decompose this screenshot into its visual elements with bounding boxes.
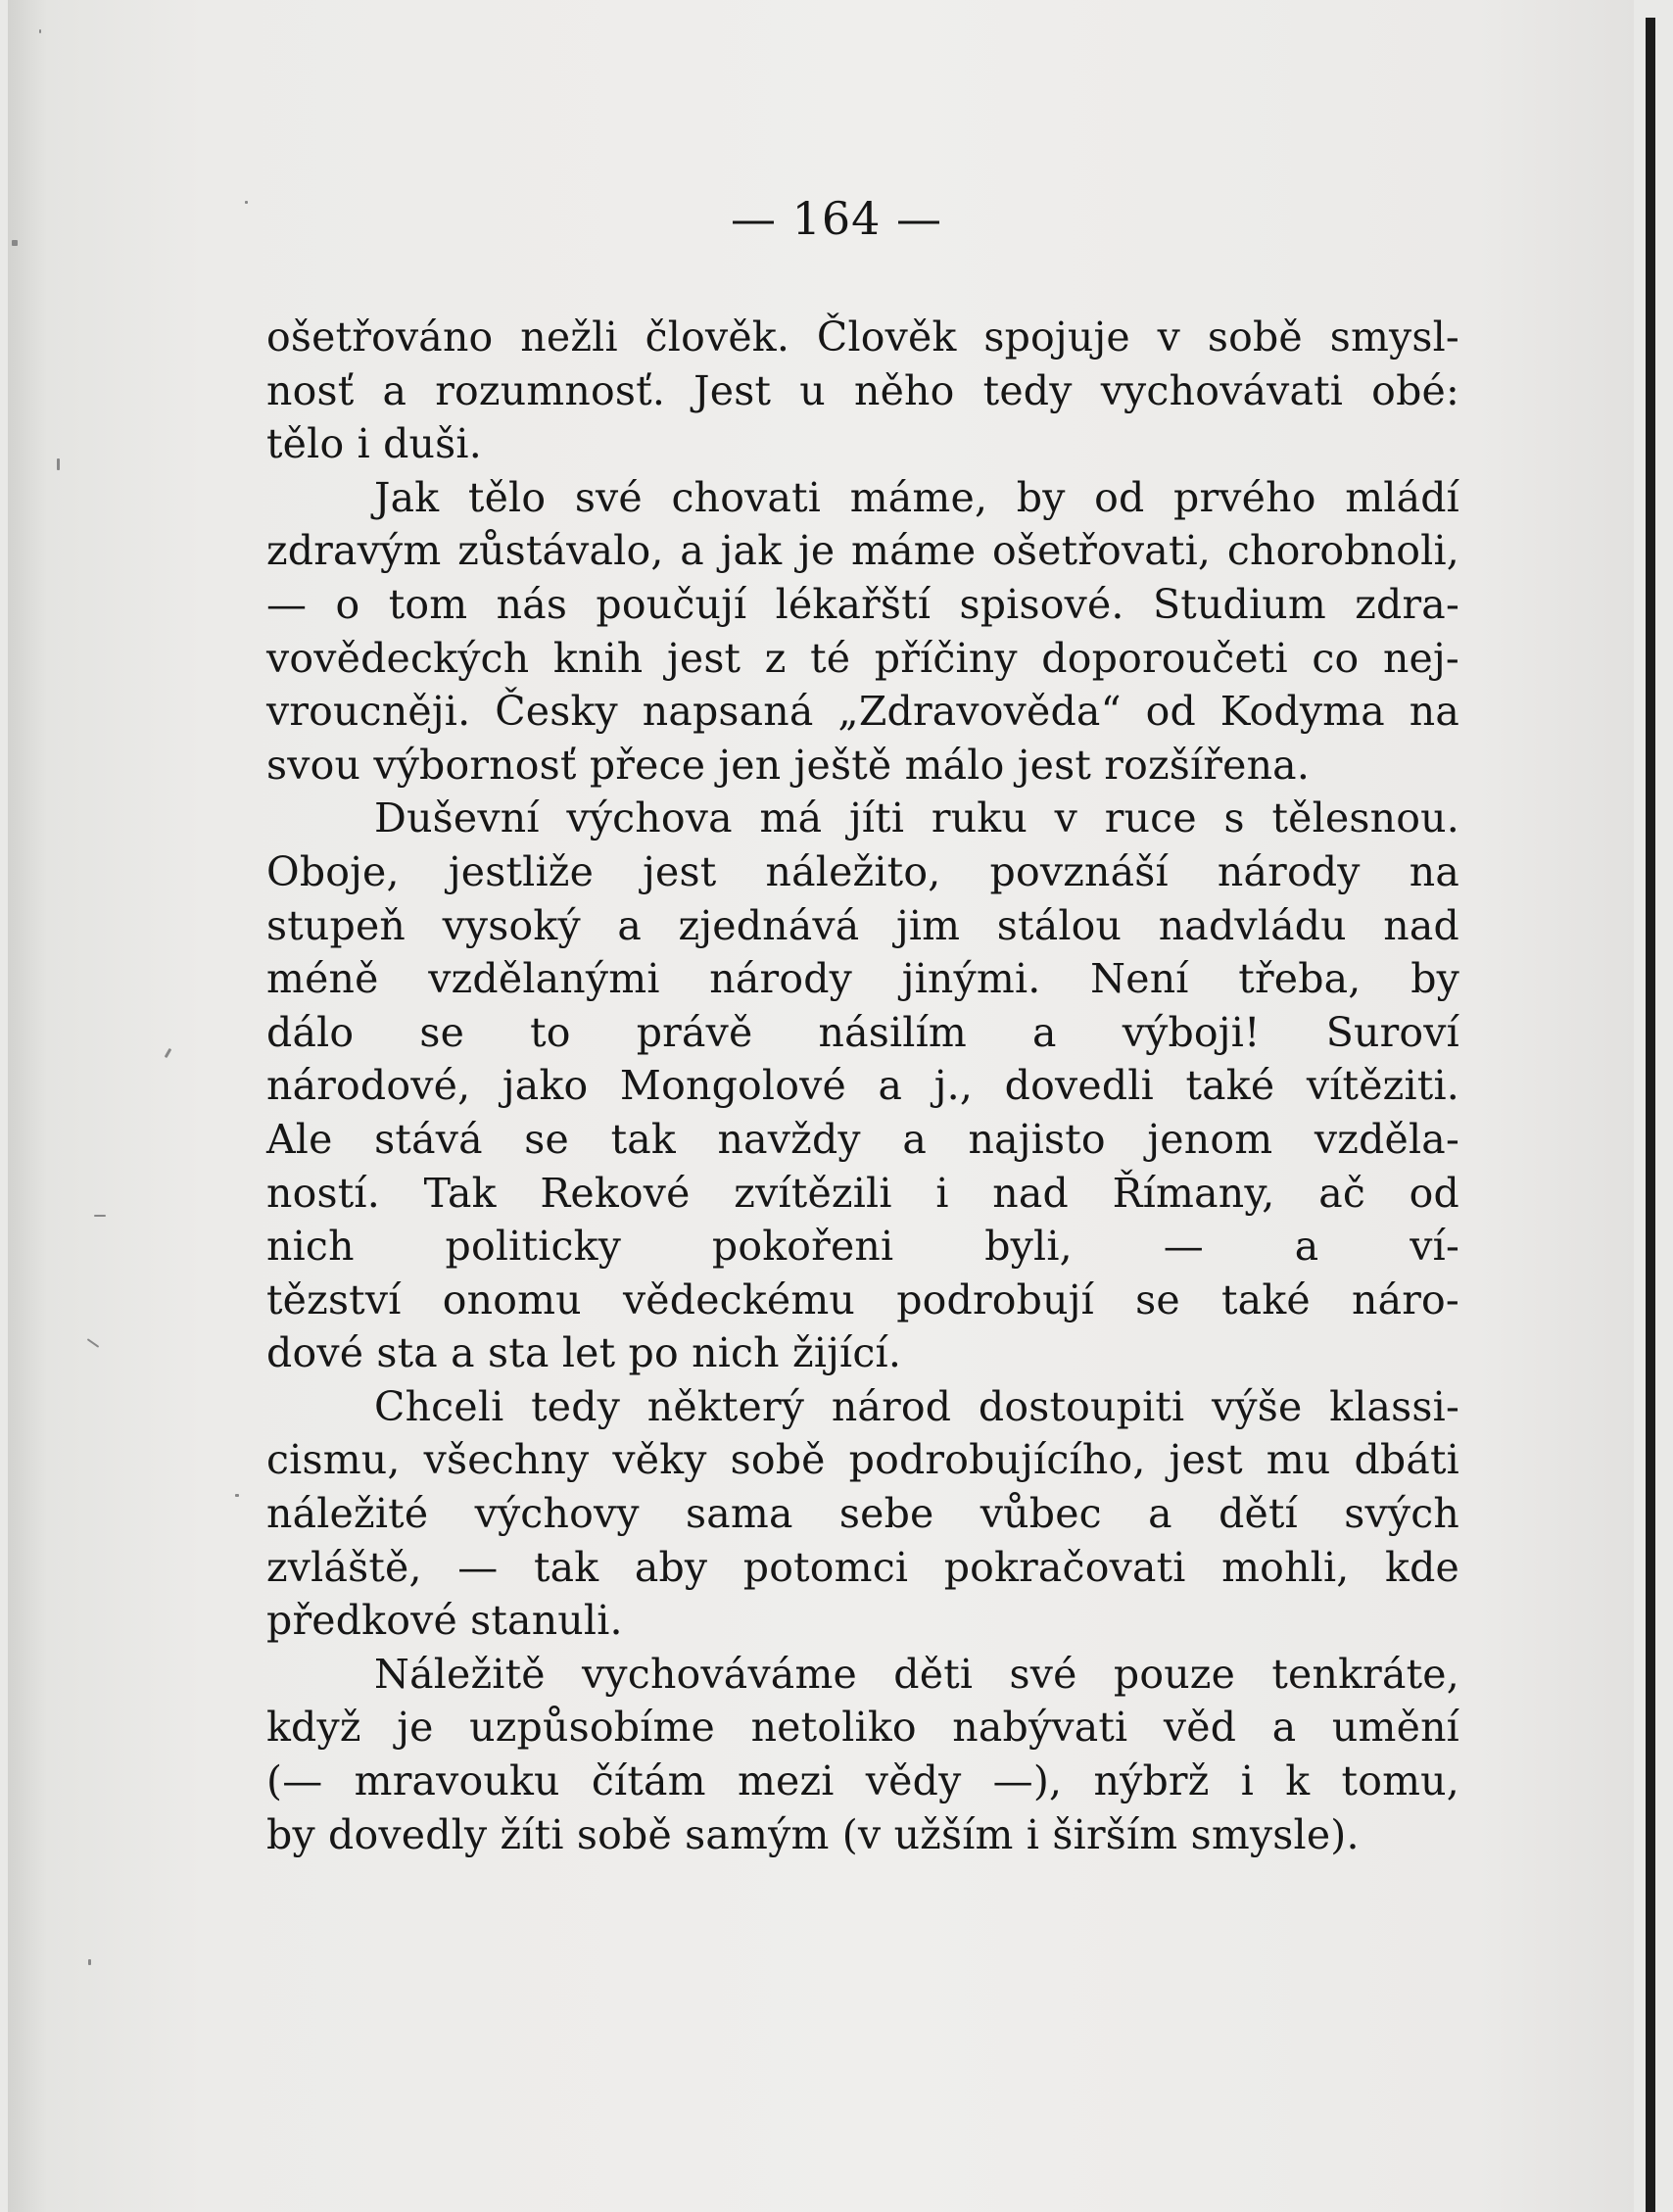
text-line: Oboje, jestliže jest náležito, povznáší národy na	[266, 847, 1459, 895]
text-line: — o tom nás poučují lékařští spisové. Studium zdra-	[266, 580, 1459, 628]
text-line: (— mravouku čítám mezi vědy —), nýbrž i k tomu,	[266, 1757, 1459, 1805]
text-line: zdravým zůstávalo, a jak je máme ošetřovati, chorobnoli,	[266, 527, 1459, 575]
text-line: cismu, všechny věky sobě podrobujícího, jest mu dbáti	[266, 1436, 1459, 1484]
text-line: předkové stanuli.	[266, 1597, 623, 1645]
page-number: — 164 —	[730, 192, 943, 245]
text-line: vovědeckých knih jest z té příčiny doporoučeti co nej-	[266, 634, 1459, 682]
text-line: nich politicky pokořeni byli, — a ví-	[266, 1223, 1459, 1271]
scan-speck	[57, 458, 60, 470]
scan-speck	[245, 201, 248, 204]
page-edge-rule	[1646, 18, 1655, 2212]
scan-speck	[235, 1494, 239, 1497]
body-text	[266, 311, 1459, 1861]
text-line: Náležitě vychováváme děti své pouze tenkráte,	[374, 1650, 1459, 1698]
text-line: zvláště, — tak aby potomci pokračovati mohli, kde	[266, 1543, 1459, 1591]
text-line: tězství onomu vědeckému podrobují se také náro-	[266, 1275, 1459, 1323]
text-line: ností. Tak Rekové zvítězili i nad Římany, ač od	[266, 1169, 1459, 1217]
scan-speck	[12, 240, 18, 246]
text-line: když je uzpůsobíme netoliko nabývati věd a umění	[266, 1704, 1459, 1752]
scan-speck	[39, 29, 41, 33]
text-line: Duševní výchova má jíti ruku v ruce s tělesnou.	[374, 794, 1459, 842]
text-line: Chceli tedy některý národ dostoupiti výše klassi-	[374, 1382, 1459, 1430]
text-line: nosť a rozumnosť. Jest u něho tedy vychovávati obé:	[266, 366, 1459, 414]
scan-speck	[94, 1215, 106, 1217]
text-line: vroucněji. Česky napsaná „Zdravověda“ od Kodyma na	[266, 688, 1459, 736]
text-line: ošetřováno nežli člověk. Člověk spojuje v sobě smysl-	[266, 313, 1459, 361]
text-line: stupeň vysoký a zjednává jim stálou nadvládu nad	[266, 901, 1459, 949]
text-line: Ale stává se tak navždy a najisto jenom vzděla-	[266, 1115, 1459, 1163]
text-line: národové, jako Mongolové a j., dovedli také vítěziti.	[266, 1062, 1459, 1110]
text-line: dálo se to právě násilím a výboji! Suroví	[266, 1008, 1459, 1056]
text-line: náležité výchovy sama sebe vůbec a dětí svých	[266, 1490, 1459, 1538]
scan-speck	[88, 1959, 91, 1965]
text-line: méně vzdělanými národy jinými. Není třeba, by	[266, 955, 1459, 1003]
text-line: dové sta a sta let po nich žijící.	[266, 1329, 902, 1377]
text-line: tělo i duši.	[266, 420, 482, 468]
text-line: by dovedly žíti sobě samým (v užším i širším smysle).	[266, 1810, 1360, 1858]
text-line: svou výbornosť přece jen ještě málo jest rozšířena.	[266, 741, 1311, 789]
text-line: Jak tělo své chovati máme, by od prvého mládí	[374, 473, 1459, 521]
